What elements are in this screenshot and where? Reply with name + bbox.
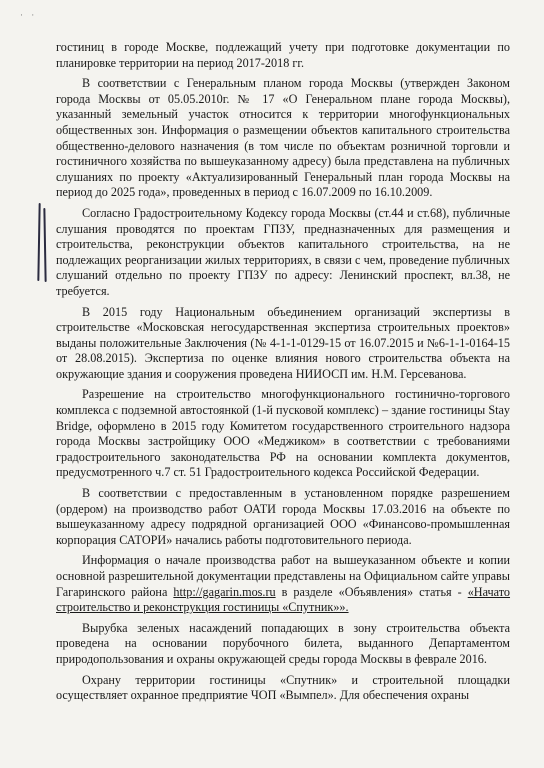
margin-mark [43, 208, 46, 282]
paragraph: Согласно Градостроительному Кодексу города Москвы (ст.44 и ст.68), публичные слушания проводятся по проектам ГПЗУ, предназначенных для размещения и строительства, реконструкции объектов капитального строительства, на не подлежащих реорганизации жилых территориях, в связи с чем, проведение публичных слушаний отдельно по проекту ГПЗУ по адресу: Ленинский проспект, вл.38, не требуется. [56, 205, 510, 298]
paragraph: Охрану территории гостиницы «Спутник» и строительной площадки осуществляет охранное предприятие ЧОП «Вымпел». Для обеспечения охраны [56, 672, 510, 703]
paragraph: В соответствии с Генеральным планом города Москвы (утвержден Законом города Москвы от 05.05.2010г. № 17 «О Генеральном плане города Москвы), указанный земельный участок относится к территории многофункциональных общественных зон. Информация о размещении объектов капитального строительства общественно-делового назначения (в том числе по объектам розничной торговли и гостиничного хозяйства по вышеуказанному адресу) была представлена на публичных слушаниях по проекту «Актуализированный Генеральный план города Москвы на период до 2025 года», проведенных в период с 16.07.2009 по 16.10.2009. [56, 76, 510, 200]
paragraph: В соответствии с предоставленным в установленном порядке разрешением (ордером) на производство работ ОАТИ города Москвы 17.03.2016 на объекте по вышеуказанному адресу подрядной организацией ООО «Финансово-промышленная корпорация САТОРИ» начались работы подготовительного периода. [56, 486, 510, 547]
paragraph: Разрешение на строительство многофункционального гостинично-торгового комплекса с подземной автостоянкой (1-й пусковой комплекс) – здание гостиницы Stay Bridge, оформлено в 2015 году Комитетом государственного строительного надзора города Москвы застройщику ООО «Меджиком» в соответствии с требованиями градостроительного законодательства РФ на основании комплекта документов, предусмотренного ч.7 ст. 51 Градостроительного кодекса Российской Федерации. [56, 387, 510, 480]
paragraph: В 2015 году Национальным объединением организаций экспертизы в строительстве «Московская негосударственная экспертиза строительных проектов» выданы положительные Заключения (№ 4-1-1-0129-15 от 16.07.2015 и №6-1-1-0164-15 от 28.08.2015). Экспертиза по оценке влияния нового строительства объекта на окружающие здания и сооружения проведена НИИОСП им. Н.М. Герсеванова. [56, 304, 510, 381]
paragraph-text: в разделе «Объявления» статья - [275, 584, 468, 599]
sputnik-article-link[interactable]: «Начато строительство и реконструкция гостиницы «Спутник»». [56, 584, 511, 615]
paragraph: гостиниц в городе Москве, подлежащий учету при подготовке документации по планировке территории на период 2017-2018 гг. [56, 40, 510, 70]
paragraph [56, 553, 510, 615]
paragraph-text: Информация о начале производства работ на вышеуказанном объекте и копии основной разрешительной документации представлены на Официальном сайте управы Гагаринского района [56, 553, 510, 599]
gagarin-site-link[interactable]: http://gagarin.mos.ru [173, 584, 276, 599]
corner-mark: · · [20, 10, 38, 20]
document-body [56, 40, 510, 709]
paragraph: Вырубка зеленых насаждений попадающих в зону строительства объекта проведена на основании порубочного билета, выданного Департаментом природопользования и охраны окружающей среды города Москвы в феврале 2016. [56, 620, 510, 666]
margin-mark [37, 203, 40, 281]
